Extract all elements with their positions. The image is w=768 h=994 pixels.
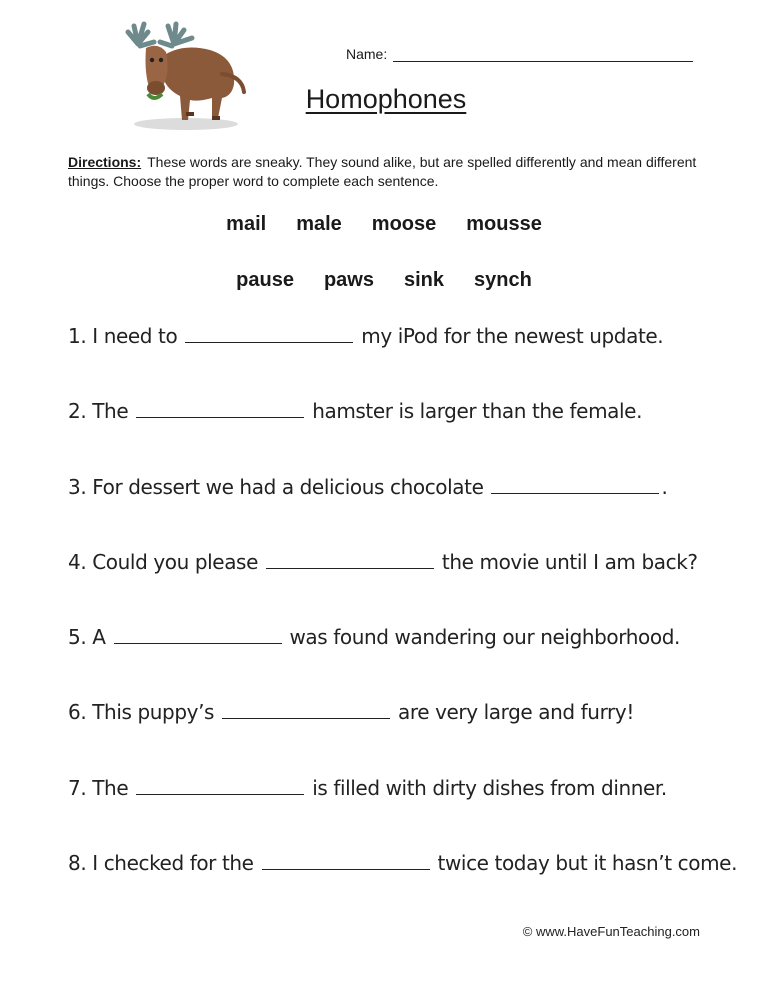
sentence-text-after: was found wandering our neighborhood.	[289, 625, 680, 650]
sentence-item	[68, 318, 728, 393]
word-bank-word: pause	[236, 269, 294, 291]
sentence-text-after: are very large and furry!	[397, 700, 634, 725]
answer-blank[interactable]	[185, 318, 353, 343]
answer-blank[interactable]	[262, 845, 430, 870]
copyright-footer: © www.HaveFunTeaching.com	[522, 924, 700, 939]
answer-blank[interactable]	[136, 770, 304, 795]
sentence-text-after: hamster is larger than the female.	[312, 399, 643, 424]
answer-blank[interactable]	[114, 619, 282, 644]
sentence-text-before: 1. I need to	[68, 324, 178, 348]
sentence-text-before: 5. A	[68, 625, 106, 650]
answer-blank[interactable]	[491, 469, 659, 494]
sentence-list	[68, 318, 738, 920]
sentence-item	[68, 619, 728, 694]
directions-text: These words are sneaky. They sound alike, but are spelled differently and mean different things. Choose the proper word to complete each sentence.	[68, 154, 697, 189]
word-bank-word: sink	[404, 269, 445, 291]
word-bank-word: paws	[323, 269, 374, 291]
word-bank-word: male	[296, 213, 342, 235]
sentence-text-before: 6. This puppy’s	[68, 700, 215, 725]
sentence-item	[68, 544, 728, 619]
word-bank-word: moose	[371, 213, 437, 235]
word-bank-word: mousse	[466, 213, 542, 235]
sentence-text-before: 4. Could you please	[68, 549, 258, 574]
word-bank-row-2	[0, 269, 768, 292]
name-blank-line	[393, 46, 693, 62]
sentence-item	[68, 845, 738, 920]
name-label: Name:	[346, 46, 388, 62]
sentence-text-before: 8. I checked for the	[68, 851, 254, 876]
answer-blank[interactable]	[266, 544, 434, 569]
word-bank-word: synch	[474, 269, 532, 291]
sentence-text-before: 7. The	[68, 775, 129, 800]
word-bank-word: mail	[226, 213, 267, 235]
sentence-item	[68, 393, 728, 468]
sentence-text-before: 3. For dessert we had a delicious chocolate	[68, 474, 484, 499]
sentence-item	[68, 694, 728, 769]
directions-label: Directions:	[68, 154, 142, 170]
sentence-item	[68, 469, 728, 544]
sentence-text-after: my iPod for the newest update.	[361, 324, 664, 348]
answer-blank[interactable]	[136, 393, 304, 418]
answer-blank[interactable]	[222, 694, 390, 719]
word-bank-row-1	[0, 213, 768, 236]
sentence-item	[68, 770, 728, 845]
sentence-text-after: twice today but it hasn’t come.	[437, 851, 738, 876]
sentence-text-after: the movie until I am back?	[441, 549, 698, 574]
directions	[68, 153, 708, 191]
sentence-text-after: .	[661, 474, 668, 499]
name-field-row	[346, 46, 693, 62]
page-title: Homophones	[305, 84, 467, 114]
sentence-text-after: is filled with dirty dishes from dinner.	[312, 775, 667, 800]
sentence-text-before: 2. The	[68, 399, 129, 424]
